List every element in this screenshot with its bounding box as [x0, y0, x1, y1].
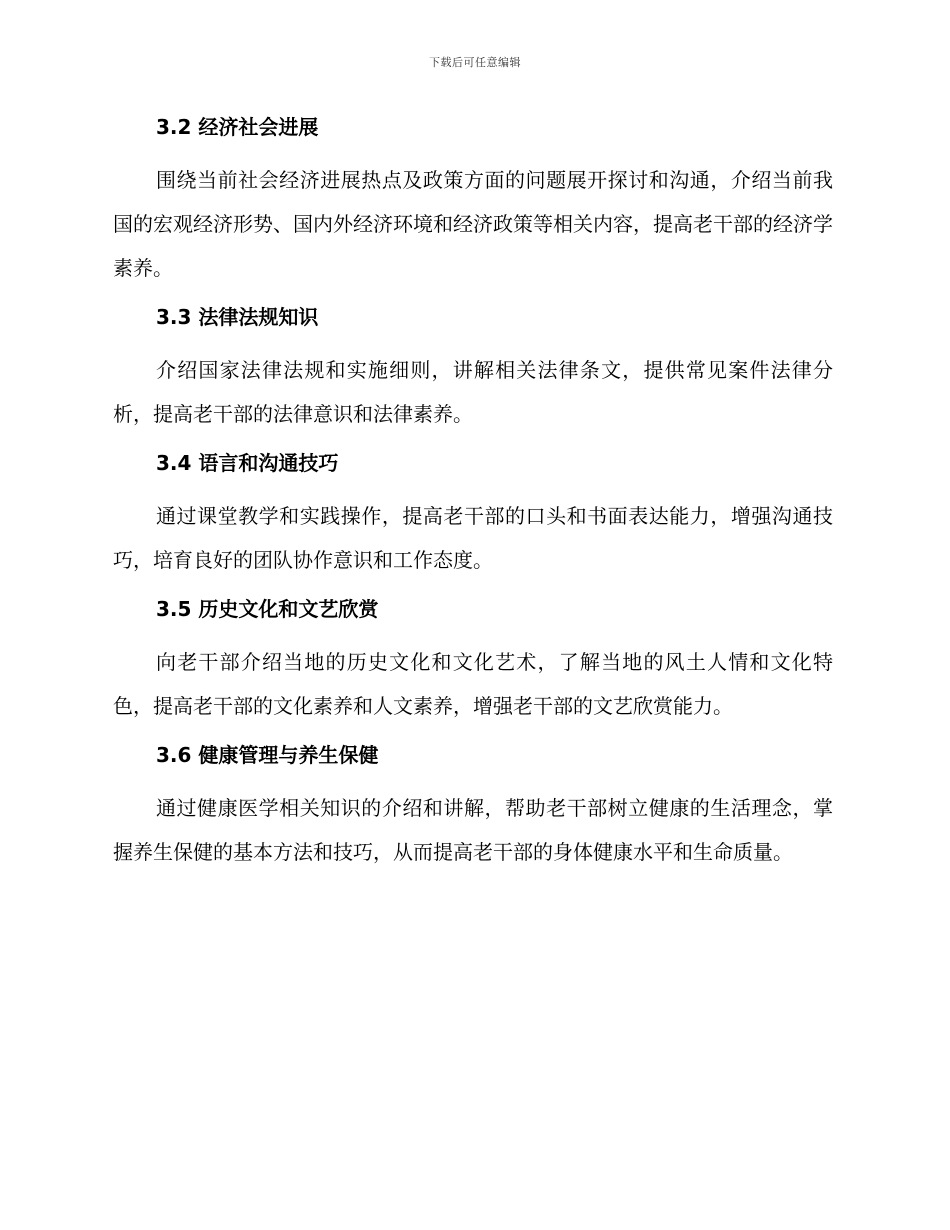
section-3-5 — [113, 594, 833, 728]
section-3-6 — [113, 740, 833, 874]
section-paragraph: 通过课堂教学和实践操作，提高老干部的口头和书面表达能力，增强沟通技巧，培育良好的团队协作意识和工作态度。 — [113, 504, 833, 572]
section-paragraph: 介绍国家法律法规和实施细则，讲解相关法律条文，提供常见案件法律分析，提高老干部的法律意识和法律素养。 — [113, 358, 833, 426]
section-heading: 3.3 法律法规知识 — [156, 305, 319, 329]
section-paragraph: 向老干部介绍当地的历史文化和文化艺术，了解当地的风土人情和文化特色，提高老干部的文化素养和人文素养，增强老干部的文艺欣赏能力。 — [113, 650, 833, 718]
document-body — [113, 112, 833, 886]
section-paragraph: 围绕当前社会经济进展热点及政策方面的问题展开探讨和沟通，介绍当前我国的宏观经济形势、国内外经济环境和经济政策等相关内容，提高老干部的经济学素养。 — [113, 168, 833, 280]
section-heading: 3.2 经济社会进展 — [156, 115, 319, 139]
section-3-4 — [113, 448, 833, 582]
section-paragraph: 通过健康医学相关知识的介绍和讲解，帮助老干部树立健康的生活理念，掌握养生保健的基本方法和技巧，从而提高老干部的身体健康水平和生命质量。 — [113, 796, 833, 864]
section-heading: 3.6 健康管理与养生保健 — [156, 743, 379, 767]
page-header: 下载后可任意编辑 — [429, 56, 521, 69]
section-3-3 — [113, 302, 833, 436]
section-heading: 3.5 历史文化和文艺欣赏 — [156, 597, 379, 621]
section-3-2 — [113, 112, 833, 290]
section-heading: 3.4 语言和沟通技巧 — [156, 451, 339, 475]
